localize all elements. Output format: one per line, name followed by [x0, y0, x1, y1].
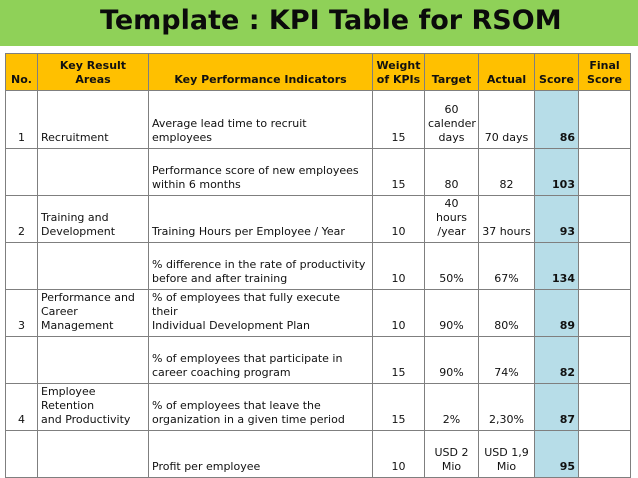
score-cell: 95	[535, 431, 579, 478]
cell-line: 37 hours	[482, 225, 531, 238]
cell-line: and Productivity	[41, 413, 131, 426]
cell-line: 40 hours	[436, 197, 467, 224]
cell-line: Employee Retention	[41, 385, 96, 412]
cell-line: 70 days	[484, 131, 529, 144]
header-final-score	[579, 54, 631, 91]
actual-cell	[479, 337, 535, 384]
kpi-cell	[149, 196, 373, 243]
final-score-cell	[579, 431, 631, 478]
cell-line: 2%	[442, 413, 461, 426]
target-cell	[425, 384, 479, 431]
row-number-cell	[6, 431, 38, 478]
weight-cell: 10	[373, 290, 425, 337]
header-actual: Actual	[479, 54, 535, 91]
header-weight	[373, 54, 425, 91]
cell-line: Development	[41, 225, 116, 238]
kpi-cell	[149, 337, 373, 384]
target-cell	[425, 337, 479, 384]
cell-line: 80%	[494, 319, 519, 332]
final-score-cell	[579, 384, 631, 431]
score-cell: 134	[535, 243, 579, 290]
kpi-table	[5, 53, 631, 478]
actual-cell	[479, 149, 535, 196]
score-cell: 93	[535, 196, 579, 243]
cell-line: Average lead time to recruit employees	[152, 117, 307, 144]
actual-cell	[479, 290, 535, 337]
cell-line: 80	[444, 178, 459, 191]
cell-line: Mio	[496, 460, 517, 473]
row-number-cell	[6, 337, 38, 384]
cell-line: Profit per employee	[152, 460, 261, 473]
key-result-area-cell	[38, 290, 149, 337]
row-number-cell: 1	[6, 91, 38, 149]
cell-line: Training and	[41, 211, 109, 224]
header-weight-line1: Weight	[376, 59, 421, 72]
cell-line: Performance score of new employees	[152, 164, 359, 177]
cell-line: % of employees that fully execute their	[152, 291, 340, 318]
header-key-performance-indicators: Key Performance Indicators	[149, 54, 373, 91]
final-score-cell	[579, 337, 631, 384]
table-row	[6, 337, 631, 384]
key-result-area-cell	[38, 431, 149, 478]
kpi-table-body	[6, 91, 631, 478]
key-result-area-cell	[38, 196, 149, 243]
header-key-result-areas: Key Result Areas	[38, 54, 149, 91]
final-score-cell	[579, 290, 631, 337]
row-number-cell: 4	[6, 384, 38, 431]
weight-cell: 15	[373, 384, 425, 431]
cell-line: within 6 months	[152, 178, 241, 191]
weight-cell: 15	[373, 91, 425, 149]
table-row	[6, 91, 631, 149]
cell-line: % of employees that leave the	[152, 399, 321, 412]
key-result-area-cell	[38, 337, 149, 384]
kpi-cell	[149, 243, 373, 290]
actual-cell	[479, 91, 535, 149]
weight-cell: 10	[373, 196, 425, 243]
cell-line: 60	[444, 103, 459, 116]
row-number-cell	[6, 243, 38, 290]
cell-line: 82	[499, 178, 514, 191]
table-row	[6, 290, 631, 337]
page-title: Template : KPI Table for RSOM	[100, 5, 562, 36]
cell-line: days	[438, 131, 465, 144]
cell-line: 2,30%	[489, 413, 524, 426]
cell-line: 90%	[439, 319, 464, 332]
target-cell	[425, 149, 479, 196]
target-cell	[425, 431, 479, 478]
row-number-cell	[6, 149, 38, 196]
actual-cell	[479, 431, 535, 478]
cell-line: Recruitment	[41, 131, 109, 144]
kpi-cell	[149, 91, 373, 149]
cell-line: Management	[41, 319, 114, 332]
cell-line: /year	[437, 225, 466, 238]
header-target: Target	[425, 54, 479, 91]
kpi-cell	[149, 149, 373, 196]
cell-line: Mio	[441, 460, 462, 473]
header-no: No.	[6, 54, 38, 91]
target-cell	[425, 196, 479, 243]
cell-line: calender	[428, 117, 476, 130]
cell-line: USD 1,9	[484, 446, 529, 459]
score-cell: 103	[535, 149, 579, 196]
cell-line: % of employees that participate in	[152, 352, 343, 365]
final-score-cell	[579, 149, 631, 196]
table-row	[6, 243, 631, 290]
table-header-row	[6, 54, 631, 91]
target-cell	[425, 91, 479, 149]
cell-line: Performance and	[41, 291, 135, 304]
final-score-cell	[579, 243, 631, 290]
key-result-area-cell	[38, 384, 149, 431]
cell-line: Training Hours per Employee / Year	[152, 225, 345, 238]
target-cell	[425, 243, 479, 290]
cell-line: organization in a given time period	[152, 413, 345, 426]
actual-cell	[479, 243, 535, 290]
kpi-cell	[149, 290, 373, 337]
table-row	[6, 196, 631, 243]
key-result-area-cell	[38, 91, 149, 149]
score-cell: 89	[535, 290, 579, 337]
score-cell: 86	[535, 91, 579, 149]
weight-cell: 10	[373, 243, 425, 290]
cell-line: Individual Development Plan	[152, 319, 311, 332]
title-banner	[0, 0, 638, 46]
header-weight-line2: of KPIs	[376, 73, 421, 86]
score-cell: 82	[535, 337, 579, 384]
cell-line: Career	[41, 305, 78, 318]
cell-line: % difference in the rate of productivity	[152, 258, 366, 271]
row-number-cell: 2	[6, 196, 38, 243]
cell-line: before and after training	[152, 272, 288, 285]
final-score-cell	[579, 91, 631, 149]
table-row	[6, 431, 631, 478]
cell-line: 67%	[494, 272, 519, 285]
cell-line: 74%	[494, 366, 519, 379]
kpi-cell	[149, 431, 373, 478]
table-row	[6, 149, 631, 196]
weight-cell: 10	[373, 431, 425, 478]
header-final-line1: Final	[589, 59, 620, 72]
header-score: Score	[535, 54, 579, 91]
weight-cell: 15	[373, 337, 425, 384]
final-score-cell	[579, 196, 631, 243]
cell-line: career coaching program	[152, 366, 291, 379]
key-result-area-cell	[38, 243, 149, 290]
cell-line: 90%	[439, 366, 464, 379]
actual-cell	[479, 384, 535, 431]
score-cell: 87	[535, 384, 579, 431]
header-final-line2: Score	[587, 73, 622, 86]
cell-line: 50%	[439, 272, 464, 285]
target-cell	[425, 290, 479, 337]
cell-line: USD 2	[434, 446, 469, 459]
actual-cell	[479, 196, 535, 243]
weight-cell: 15	[373, 149, 425, 196]
kpi-cell	[149, 384, 373, 431]
key-result-area-cell	[38, 149, 149, 196]
table-row	[6, 384, 631, 431]
row-number-cell: 3	[6, 290, 38, 337]
